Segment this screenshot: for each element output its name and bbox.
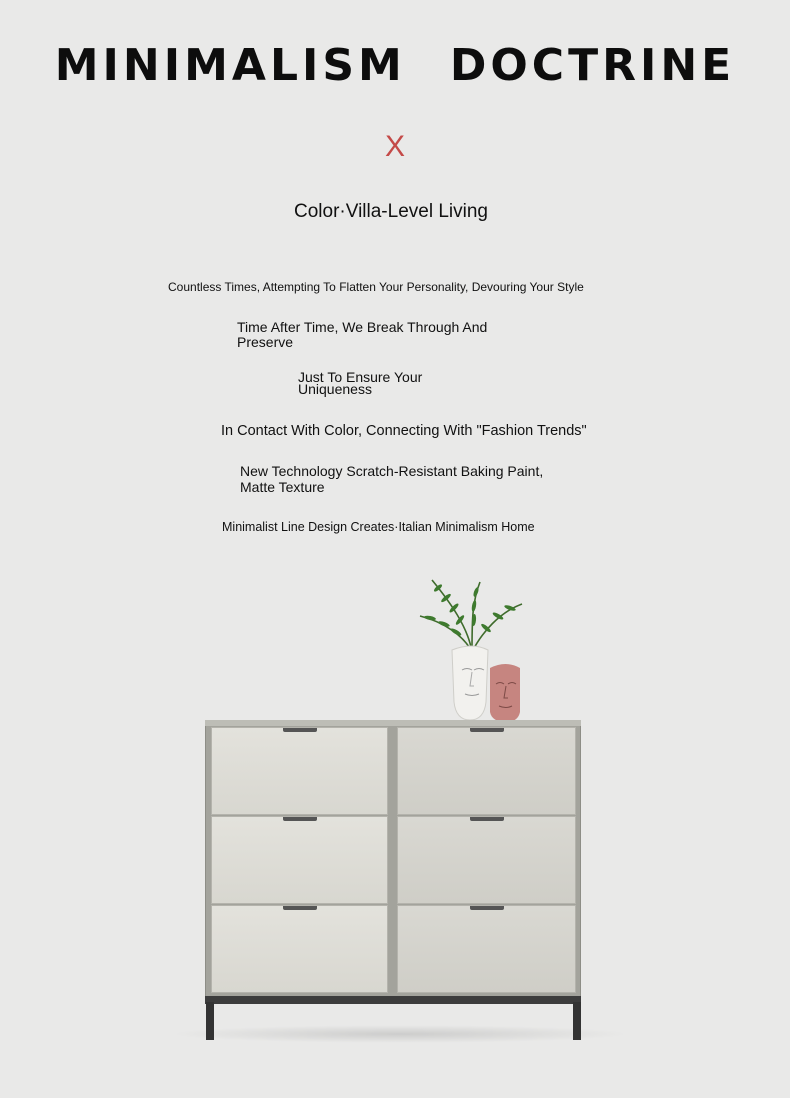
drawer-handle [283, 817, 317, 821]
tagline-line: In Contact With Color, Connecting With "Fashion Trends" [221, 423, 587, 439]
tagline-line: Countless Times, Attempting To Flatten Your Personality, Devouring Your Style [168, 280, 584, 294]
drawer-handle [470, 906, 504, 910]
drawer-handle [283, 906, 317, 910]
x-mark: X [384, 130, 405, 163]
cabinet-leg [573, 1002, 581, 1040]
cabinet-leg [206, 1002, 214, 1040]
drawer [211, 816, 388, 904]
drawer [397, 905, 576, 993]
drawer [211, 727, 388, 815]
title-word-minimalism: MINIMALISM [54, 40, 406, 91]
drawer-handle [470, 817, 504, 821]
title-word-doctrine: DOCTRINE [449, 40, 736, 91]
cabinet-top [205, 720, 581, 726]
drawer [211, 905, 388, 993]
floor-shadow [170, 1025, 630, 1043]
tagline-line: Minimalist Line Design Creates·Italian Minimalism Home [222, 520, 535, 534]
vase-plant-decor [410, 572, 540, 727]
drawer [397, 816, 576, 904]
cabinet-base [205, 996, 581, 1004]
tagline-line: New Technology Scratch-Resistant Baking Paint, Matte Texture [240, 463, 544, 495]
subtitle: Color·Villa-Level Living [294, 201, 488, 222]
tagline-line: Just To Ensure Your Uniqueness [298, 369, 423, 397]
drawer [397, 727, 576, 815]
drawer-handle [470, 728, 504, 732]
drawer-handle [283, 728, 317, 732]
page-title [0, 38, 790, 94]
tagline-line: Time After Time, We Break Through And Preserve [237, 319, 488, 350]
